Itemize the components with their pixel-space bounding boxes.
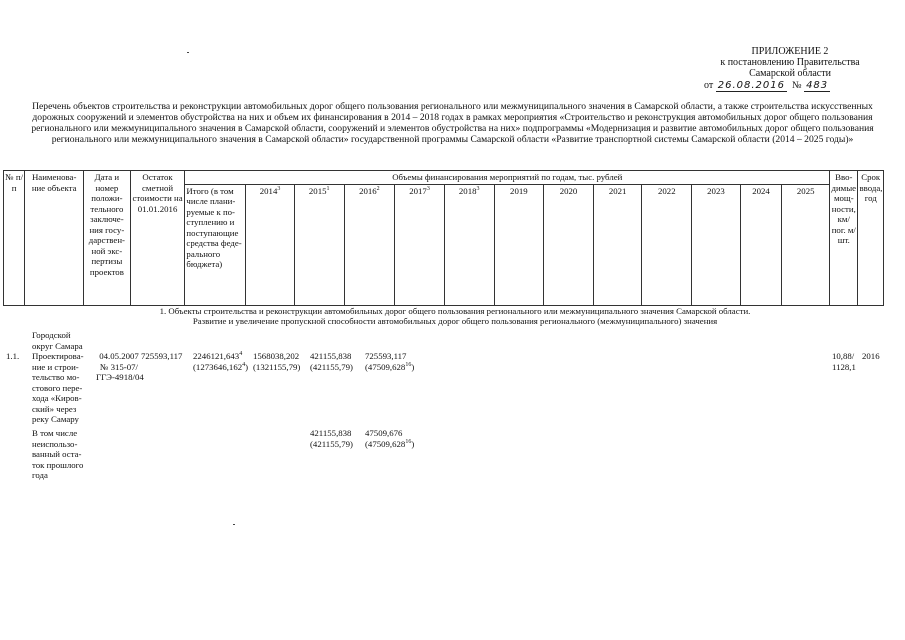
decree-line	[690, 80, 890, 91]
object-name: Проектирова-ние и строи-тельство мо-стового пере-хода «Киров-ский» через реку Самару	[32, 351, 84, 424]
value-2016: 725593,117 (47509,628$^{16}$)	[365, 351, 415, 372]
expertise-number: № 315-07/ГГЭ-4918/04	[96, 361, 144, 382]
header-capacity: Вво-димые мощ-ности, км/ пог. м/шт.	[830, 171, 858, 306]
expertise-info	[96, 351, 142, 383]
financing-table-header	[3, 170, 884, 306]
header-num: № п/п	[4, 171, 25, 306]
total-value: 2246121,643$^4$ (1273646,162$^4$)	[193, 351, 249, 372]
appendix-line3: Самарской области	[749, 68, 831, 79]
header-term: Срок ввода, год	[858, 171, 884, 306]
decree-number: 483	[806, 80, 829, 91]
value-2015: 421155,838 (421155,79)	[310, 351, 353, 372]
header-year: 2016$^2$	[344, 184, 395, 305]
value-2014: 1568038,202 (1321155,79)	[253, 351, 301, 372]
header-total: Итого (в том числе плани-руемые к по-ступлению и поступающие средства феде-рального бюджета)	[185, 184, 246, 305]
header-name: Наименова-ние объекта	[25, 171, 84, 306]
header-year: 2019	[494, 184, 544, 305]
scan-speck	[233, 524, 235, 525]
scan-speck	[187, 52, 189, 53]
header-remaining-cost: Остаток сметной стоимости на 01.01.2016	[130, 171, 185, 306]
row-number: 1.1.	[6, 351, 20, 361]
header-year: 2023	[692, 184, 741, 305]
appendix-line2: к постановлению Правительства	[720, 57, 860, 68]
document-title: Перечень объектов строительства и реконструкции автомобильных дорог общего пользования регионального или межмуниципального значения в Самарской области, а также строительства искусственных дорожных сооружений и элементов обустройства на них и объем их финансирования в 2014 – 2018 годах в рамках мероприятия «Строительство и реконструкция автомобильных дорог общего пользования регионального или межмуниципального значения в Самарской области, сооружений и элементов обустройства на них» подпрограммы «Модернизация и развитие автомобильных дорог общего пользования регионального или межмуниципального значения в Самарской области» государственной программы Самарской области «Развитие транспортной системы Самарской области (2014 – 2025 годы)»	[31, 101, 874, 145]
header-year: 2020	[544, 184, 594, 305]
header-year: 2024	[740, 184, 782, 305]
number-label: №	[792, 80, 802, 91]
appendix-header	[690, 46, 890, 91]
header-expertise: Дата и номер положи-тельного заключе-ния госу-дарствен-ной экс-пертизы проектов	[84, 171, 131, 306]
header-year: 2015$^1$	[294, 184, 344, 305]
appendix-line1: ПРИЛОЖЕНИЕ 2	[751, 46, 829, 57]
section-line2: Развитие и увеличение пропускной способности автомобильных дорог общего пользования регионального (межмуниципального) значения	[192, 316, 718, 326]
header-year: 2018$^3$	[444, 184, 494, 305]
header-year: 2025	[782, 184, 830, 305]
remaining-cost-value: 725593,117	[141, 351, 183, 361]
section-line1: 1. Объекты строительства и реконструкции автомобильных дорог общего пользования регионального или межмуниципального значения Самарской области.	[159, 306, 751, 316]
expertise-date: 04.05.2007	[99, 351, 139, 361]
header-year: 2017$^3$	[395, 184, 445, 305]
section-heading	[40, 306, 870, 326]
header-year: 2021	[593, 184, 642, 305]
unused-remainder-label: В том числе неиспользо-ванный оста-ток прошлого года	[32, 428, 84, 480]
from-label: от	[704, 80, 714, 91]
city-label: Городской округ Самара	[32, 330, 83, 351]
header-year: 2014$^3$	[246, 184, 295, 305]
capacity-value: 10,88/ 1128,1	[832, 351, 856, 372]
unused-value-2016: 47509,676 (47509,628$^{16}$)	[365, 428, 415, 449]
header-year: 2022	[642, 184, 692, 305]
decree-date: 26.08.2016	[717, 80, 786, 91]
unused-value-2015: 421155,838 (421155,79)	[310, 428, 353, 449]
term-value: 2016	[862, 351, 880, 361]
header-volumes: Объемы финансирования мероприятий по годам, тыс. рублей	[185, 171, 830, 185]
